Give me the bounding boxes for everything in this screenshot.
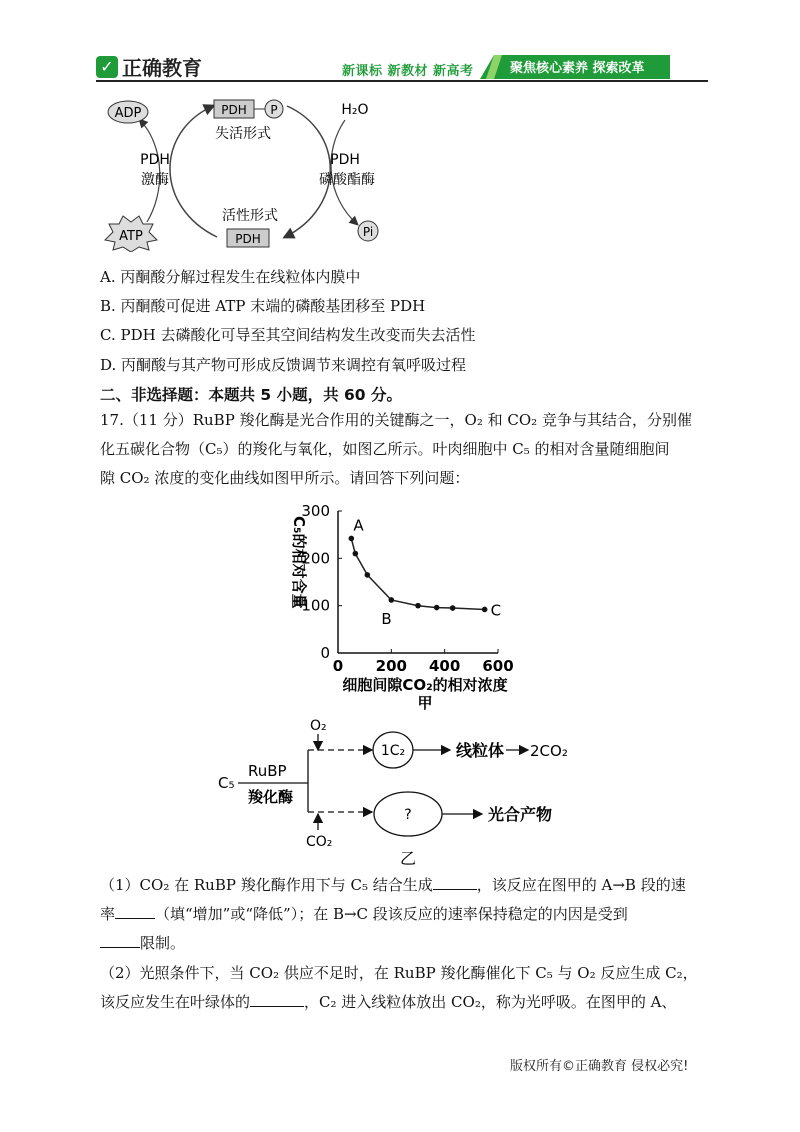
- header-banner: [480, 55, 670, 79]
- co2-label: CO₂: [306, 834, 333, 850]
- sub2-part-3: ，C₂ 进入线粒体放出 CO₂，称为光呼吸。在图甲的 A、: [304, 993, 677, 1011]
- x-tick-label: 200: [375, 657, 407, 675]
- kinase-label-1: PDH: [140, 152, 170, 168]
- inactive-form-label: 失活形式: [215, 126, 271, 142]
- sub-question-1: [100, 871, 708, 958]
- question-17: [100, 406, 708, 493]
- data-point: [353, 551, 359, 557]
- sub1-part-3: 率: [100, 905, 116, 923]
- series-line: [351, 539, 484, 610]
- point-label-c: C: [490, 601, 502, 620]
- sub1-part-2: ，该反应在图甲的 A→B 段的速: [476, 876, 686, 894]
- data-point: [365, 572, 371, 578]
- option-d: D. 丙酮酸与其产物可形成反馈调节来调控有氧呼吸过程: [100, 356, 467, 374]
- sub-question-2: [100, 959, 708, 1017]
- unknown-label: ?: [404, 807, 412, 823]
- data-point: [389, 597, 395, 603]
- option-c: C. PDH 去磷酸化可导至其空间结构发生改变而失去活性: [100, 326, 476, 344]
- blank-3[interactable]: [100, 933, 140, 948]
- pathway-caption: 乙: [399, 849, 417, 868]
- logo: [96, 52, 202, 81]
- y-tick-label: 300: [301, 502, 330, 520]
- x-tick-label: 400: [429, 657, 461, 675]
- sub1-part-5: 限制。: [140, 934, 186, 952]
- blank-2[interactable]: [115, 904, 155, 919]
- product-label: 光合产物: [488, 805, 553, 824]
- enzyme-top-label: RuBP: [248, 762, 287, 780]
- mitochondria-label: 线粒体: [456, 741, 505, 760]
- h2o-label: H₂O: [341, 102, 369, 118]
- data-point: [450, 605, 456, 611]
- pdh-bottom-label: PDH: [235, 232, 261, 246]
- c2-label: 1C₂: [380, 743, 406, 759]
- data-point: [415, 603, 421, 609]
- kinase-label-2: 激酶: [141, 172, 169, 188]
- chart-jia: [270, 498, 540, 710]
- checkmark-icon: ✓: [96, 56, 118, 78]
- sub2-part-1: （2）光照条件下，当 CO₂ 供应不足时，在 RuBP 羧化酶催化下 C₅ 与 O₂ 反应生成 C₂，: [100, 964, 698, 982]
- atp-label: ATP: [119, 229, 143, 244]
- o2-label: O₂: [310, 718, 327, 734]
- chart-title: 甲: [417, 694, 433, 710]
- data-point: [482, 607, 488, 613]
- x-tick-label: 0: [332, 657, 344, 675]
- chart-ticks: [301, 502, 513, 675]
- data-point: [349, 536, 355, 542]
- phosphatase-label-1: PDH: [330, 152, 360, 168]
- y-tick-label: 200: [301, 549, 330, 568]
- sub1-part-1: （1）CO₂ 在 RuBP 羧化酶作用下与 C₅ 结合生成: [100, 876, 433, 894]
- sub1-part-4: （填“增加”或“降低”）；在 B→C 段该反应的速率保持稳定的内因是受到: [155, 905, 628, 923]
- pdh-top-label: PDH: [221, 103, 247, 117]
- x-tick-label: 600: [482, 657, 514, 675]
- c5-label: C₅: [218, 774, 235, 792]
- section-title: 二、非选择题：本题共 5 小题，共 60 分。: [100, 386, 402, 404]
- pdh-cycle-diagram: [95, 92, 405, 252]
- enzyme-bottom-label: 羧化酶: [248, 788, 294, 806]
- y-tick-label: 100: [301, 596, 330, 615]
- chart-points: [349, 536, 488, 613]
- header-tags: 新课标 新教材 新高考: [342, 64, 474, 79]
- pathway-diagram-yi: [210, 712, 590, 872]
- chart-xlabel: 细胞间隙CO₂的相对浓度: [342, 676, 508, 694]
- sub2-part-2: 该反应发生在叶绿体的: [100, 993, 251, 1011]
- q17-line-2: 化五碳化合物（C₅）的羧化与氧化，如图乙所示。叶肉细胞中 C₅ 的相对含量随细胞间: [100, 440, 670, 458]
- banner-text: 聚焦核心素养 探索改革: [510, 61, 645, 76]
- blank-4[interactable]: [250, 992, 304, 1007]
- adp-label: ADP: [114, 106, 142, 121]
- co2-out-label: 2CO₂: [530, 742, 568, 760]
- y-tick-label: 0: [320, 644, 330, 662]
- p-label: P: [270, 103, 278, 117]
- blank-1[interactable]: [433, 875, 477, 890]
- footer-copyright: 版权所有©正确教育 侵权必究!: [510, 1059, 689, 1074]
- pi-label: Pi: [362, 225, 374, 239]
- logo-text: 正确教育: [122, 56, 202, 80]
- header-divider: [96, 80, 708, 82]
- active-form-label: 活性形式: [222, 208, 278, 224]
- q17-line-3: 隙 CO₂ 浓度的变化曲线如图甲所示。请回答下列问题：: [100, 469, 470, 487]
- point-label-a: A: [353, 516, 364, 535]
- chart-ylabel: C₅的相对含量: [290, 516, 308, 609]
- point-label-b: B: [381, 609, 392, 628]
- option-a: A. 丙酮酸分解过程发生在线粒体内膜中: [100, 268, 361, 286]
- phosphatase-label-2: 磷酸酯酶: [319, 172, 375, 188]
- data-point: [434, 605, 440, 611]
- q17-line-1: 17.（11 分）RuBP 羧化酶是光合作用的关键酶之一，O₂ 和 CO₂ 竞争与其结合，分别催: [100, 411, 692, 429]
- option-b: B. 丙酮酸可促进 ATP 末端的磷酸基团移至 PDH: [100, 297, 426, 315]
